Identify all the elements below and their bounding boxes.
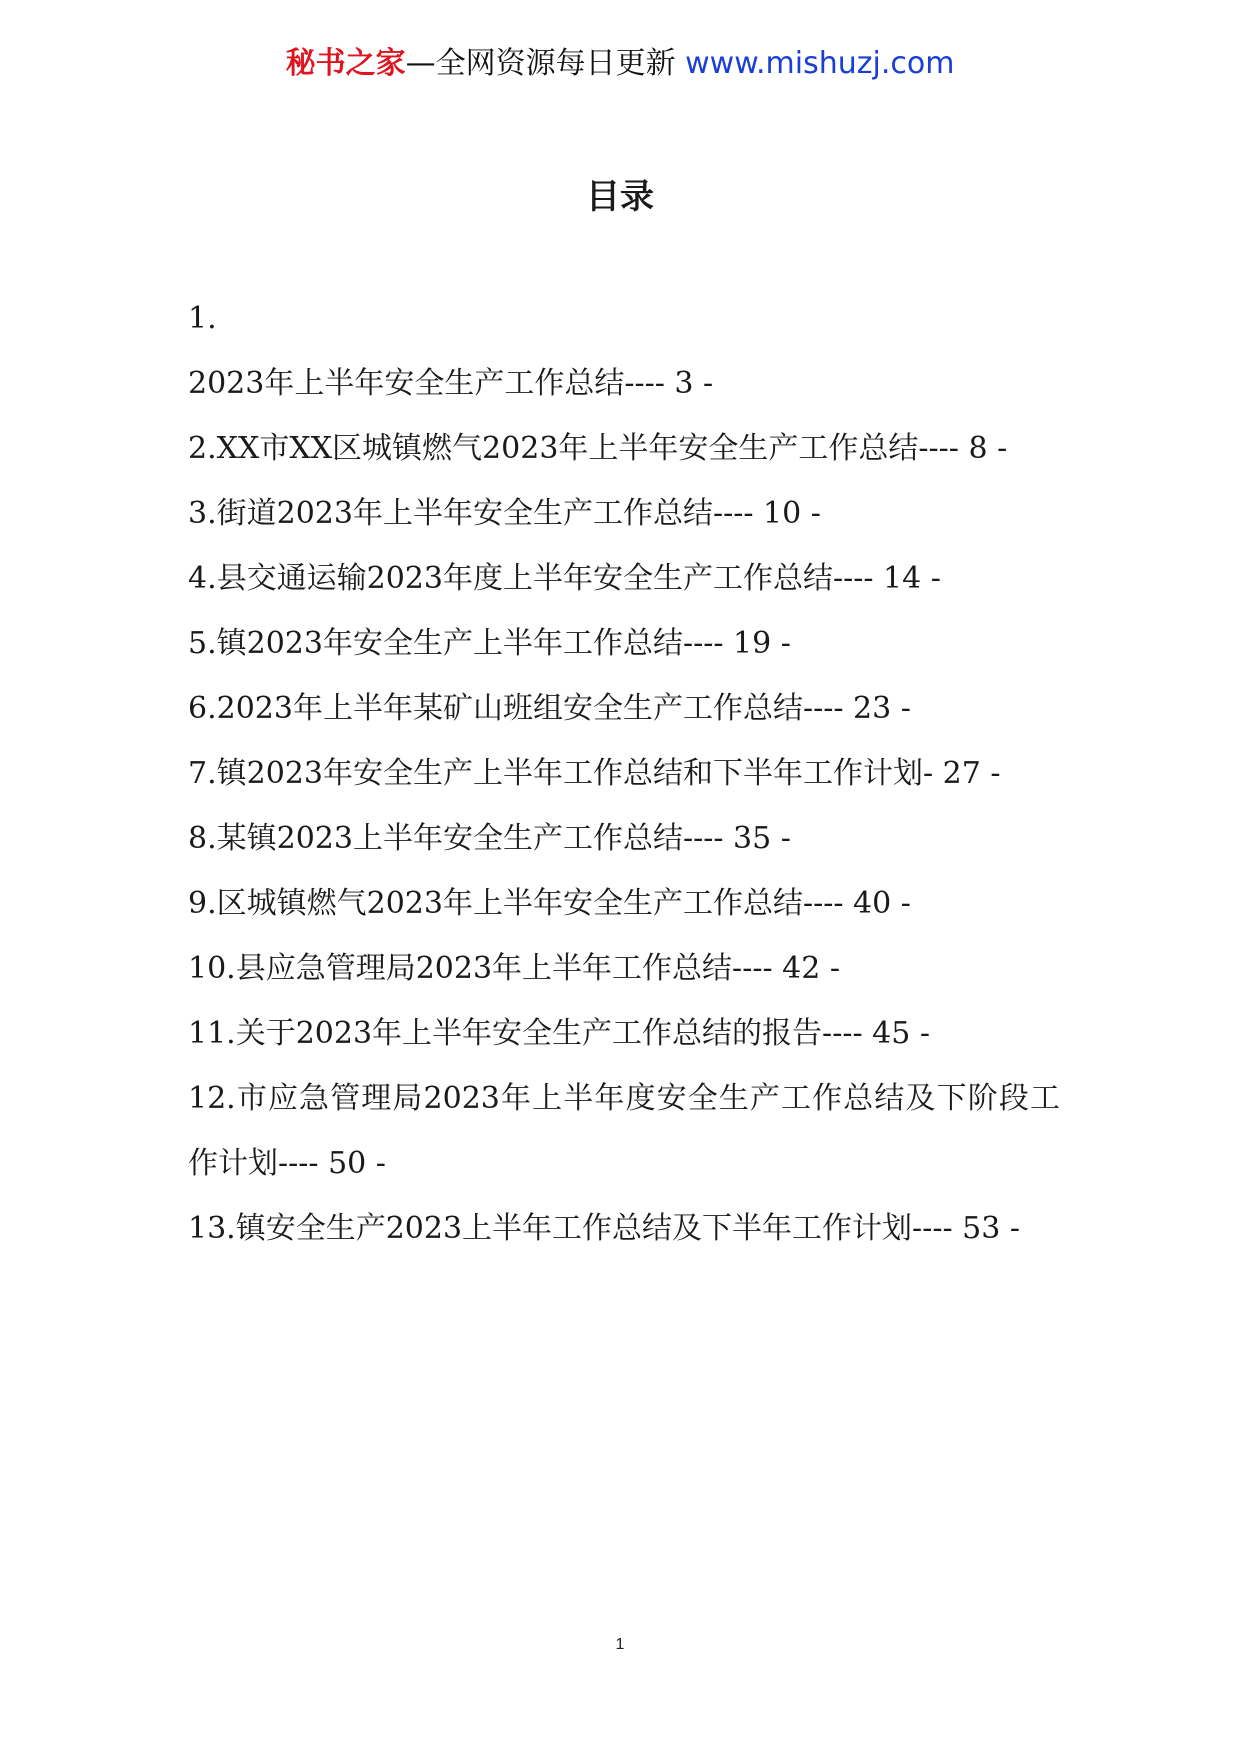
brand-name: 秘书之家 (285, 46, 406, 81)
toc-item-3[interactable]: 3.街道2023年上半年安全生产工作总结---- 10 - (188, 496, 821, 531)
toc-item-text: 2023年上半年安全生产工作总结---- 3 - (188, 366, 714, 401)
header-slogan: —全网资源每日更新 (405, 46, 676, 81)
toc-item-6[interactable]: 6.2023年上半年某矿山班组安全生产工作总结---- 23 - (188, 691, 911, 726)
toc-item-4[interactable]: 4.县交通运输2023年度上半年安全生产工作总结---- 14 - (188, 561, 941, 596)
toc-item-1[interactable] (188, 286, 1060, 416)
toc-item-13[interactable]: 13.镇安全生产2023上半年工作总结及下半年工作计划---- 53 - (188, 1211, 1020, 1246)
toc-item-8[interactable]: 8.某镇2023上半年安全生产工作总结---- 35 - (188, 821, 791, 856)
toc-item-7[interactable]: 7.镇2023年安全生产上半年工作总结和下半年工作计划- 27 - (188, 756, 1001, 791)
toc-item-number: 1. (188, 301, 217, 336)
toc-item-10[interactable]: 10.县应急管理局2023年上半年工作总结---- 42 - (188, 951, 840, 986)
page-number: 1 (615, 1636, 625, 1653)
toc-item-12[interactable]: 12.市应急管理局2023年上半年度安全生产工作总结及下阶段工作计划---- 50 - (188, 1081, 1060, 1181)
table-of-contents (188, 286, 1060, 1261)
site-header (0, 40, 1240, 88)
toc-item-5[interactable]: 5.镇2023年安全生产上半年工作总结---- 19 - (188, 626, 791, 661)
site-url-link[interactable]: www.mishuzj.com (685, 46, 955, 81)
page-title: 目录 (586, 177, 654, 217)
toc-item-2[interactable]: 2.XX市XX区城镇燃气2023年上半年安全生产工作总结---- 8 - (188, 431, 1008, 466)
toc-item-11[interactable]: 11.关于2023年上半年安全生产工作总结的报告---- 45 - (188, 1016, 930, 1051)
toc-item-9[interactable]: 9.区城镇燃气2023年上半年安全生产工作总结---- 40 - (188, 886, 911, 921)
